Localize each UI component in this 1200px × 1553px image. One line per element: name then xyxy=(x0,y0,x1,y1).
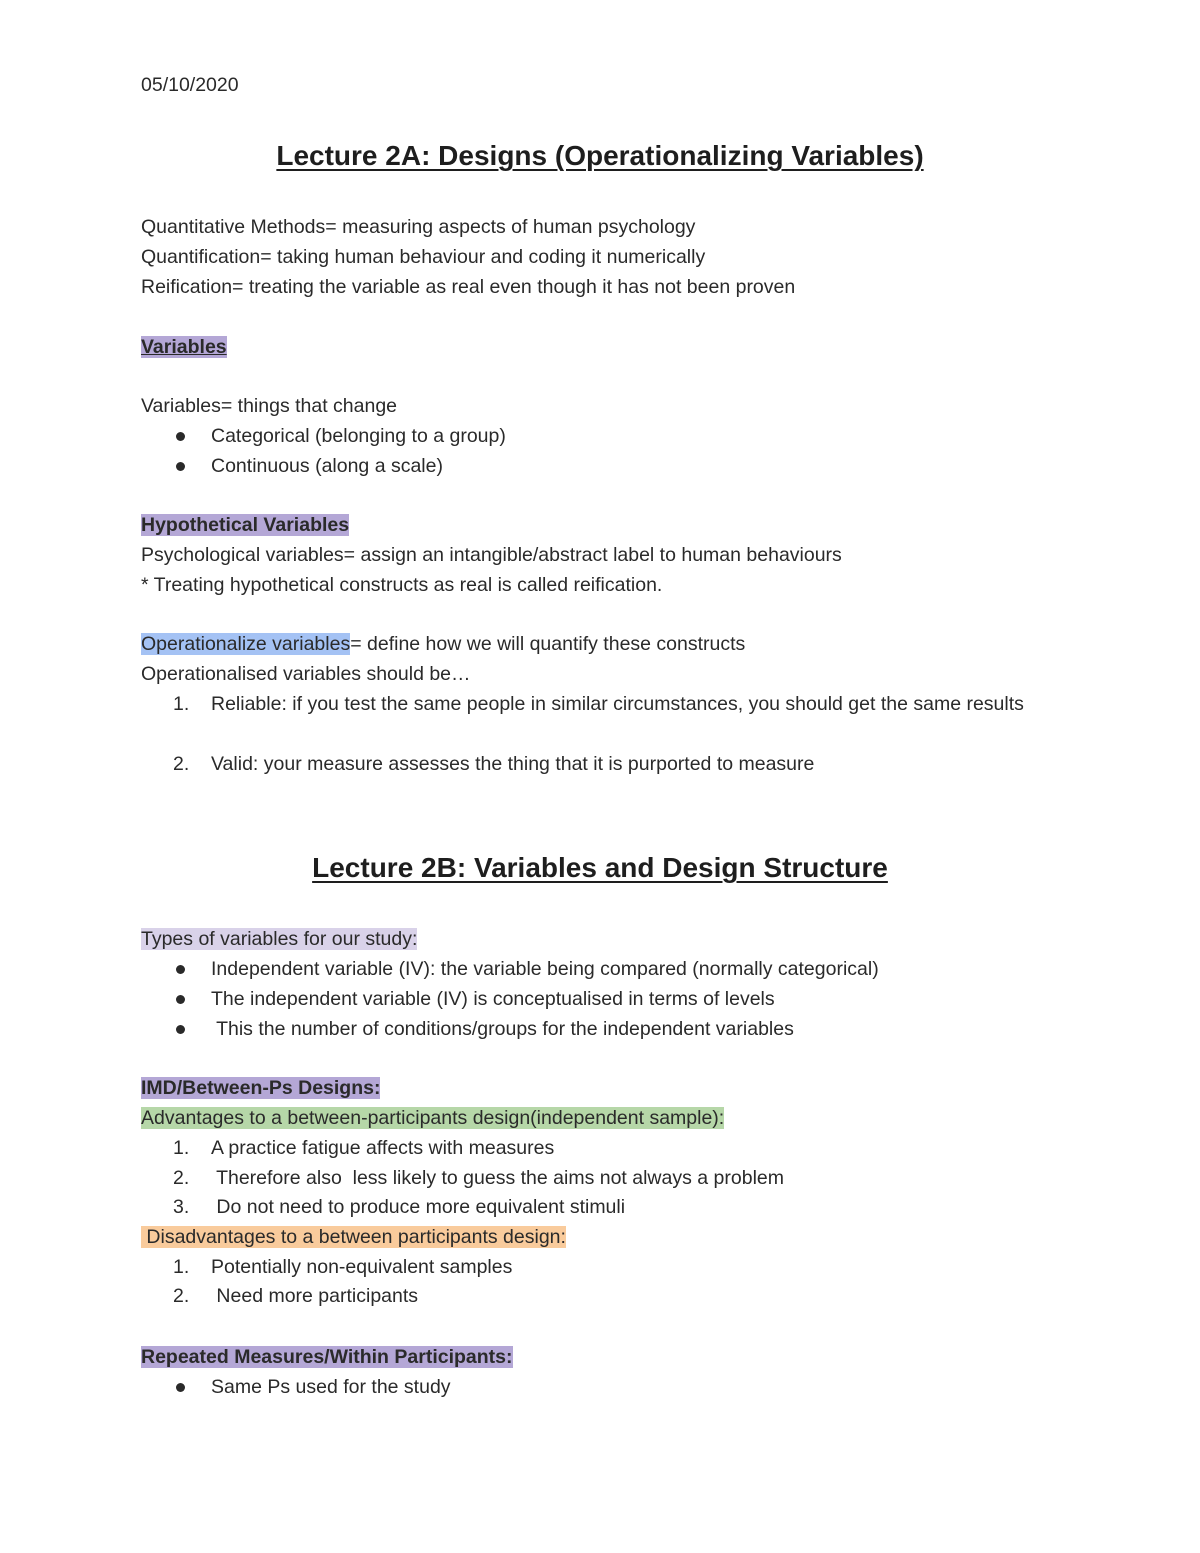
list-number: 1. xyxy=(173,1137,190,1159)
reification-note: * Treating hypothetical constructs as real is called reification. xyxy=(141,574,663,596)
list-item-text: The independent variable (IV) is conceptualised in terms of levels xyxy=(211,988,775,1010)
lecture-2b-title: Lecture 2B: Variables and Design Structure xyxy=(312,852,888,883)
bullet-icon xyxy=(176,1025,185,1034)
list-item-text: This the number of conditions/groups for the independent variables xyxy=(211,1018,794,1040)
bullet-icon xyxy=(176,462,185,471)
definition-reification: Reification= treating the variable as real even though it has not been proven xyxy=(141,276,796,298)
definition-quantitative-methods: Quantitative Methods= measuring aspects of human psychology xyxy=(141,216,696,238)
hypothetical-heading-row xyxy=(141,510,349,540)
types-heading-row xyxy=(141,924,417,954)
list-item-text: Continuous (along a scale) xyxy=(211,455,443,477)
list-item-text: Do not need to produce more equivalent stimuli xyxy=(211,1196,626,1218)
advantages-heading-row xyxy=(141,1103,724,1133)
list-number: 2. xyxy=(173,753,190,775)
list-item-text: A practice fatigue affects with measures xyxy=(211,1137,555,1159)
document-date: 05/10/2020 xyxy=(141,74,239,96)
list-number: 1. xyxy=(173,693,190,715)
list-number: 2. xyxy=(173,1167,190,1189)
bullet-icon xyxy=(176,965,185,974)
operationalize-term: Operationalize variables xyxy=(141,633,351,655)
list-number: 2. xyxy=(173,1285,190,1307)
criterion-reliable: Reliable: if you test the same people in similar circumstances, you should get the same results xyxy=(211,693,1024,715)
variables-definition: Variables= things that change xyxy=(141,395,398,417)
list-item-text: Categorical (belonging to a group) xyxy=(211,425,506,447)
imd-between-ps-heading: IMD/Between-Ps Designs: xyxy=(141,1077,381,1099)
repeated-heading-row xyxy=(141,1342,513,1372)
criterion-valid: Valid: your measure assesses the thing that it is purported to measure xyxy=(211,753,815,775)
bullet-icon xyxy=(176,995,185,1004)
operationalize-definition: = define how we will quantify these constructs xyxy=(350,633,746,655)
definition-quantification: Quantification= taking human behaviour and coding it numerically xyxy=(141,246,706,268)
list-number: 1. xyxy=(173,1256,190,1278)
lecture-2a-title: Lecture 2A: Designs (Operationalizing Variables) xyxy=(276,140,924,171)
list-item-text: Independent variable (IV): the variable being compared (normally categorical) xyxy=(211,958,879,980)
operationalize-line xyxy=(141,629,745,659)
variables-heading: Variables xyxy=(141,336,227,358)
advantages-heading: Advantages to a between-participants design(independent sample): xyxy=(141,1107,725,1129)
variables-heading-row xyxy=(141,332,227,362)
operationalised-intro: Operationalised variables should be… xyxy=(141,663,471,685)
list-item-text: Therefore also less likely to guess the aims not always a problem xyxy=(211,1167,784,1189)
list-item-text: Potentially non-equivalent samples xyxy=(211,1256,513,1278)
repeated-measures-heading: Repeated Measures/Within Participants: xyxy=(141,1346,513,1368)
hypothetical-variables-heading: Hypothetical Variables xyxy=(141,514,350,536)
bullet-icon xyxy=(176,1383,185,1392)
disadvantages-heading: Disadvantages to a between participants design: xyxy=(141,1226,566,1248)
disadvantages-heading-row xyxy=(141,1222,566,1252)
list-item-text: Need more participants xyxy=(211,1285,419,1307)
imd-heading-row xyxy=(141,1073,380,1103)
list-item-text: Same Ps used for the study xyxy=(211,1376,451,1398)
types-of-variables-heading: Types of variables for our study: xyxy=(141,928,418,950)
psychological-variables-line: Psychological variables= assign an intangible/abstract label to human behaviours xyxy=(141,544,842,566)
list-number: 3. xyxy=(173,1196,190,1218)
bullet-icon xyxy=(176,432,185,441)
